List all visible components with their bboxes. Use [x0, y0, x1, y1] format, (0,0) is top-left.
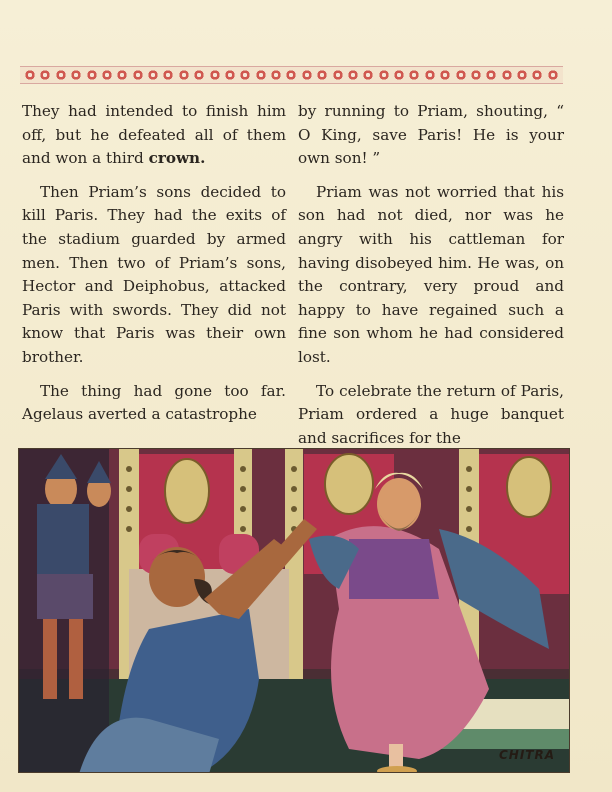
paragraph-1: They had intended to finish him off, but he defeated all of them and won a third crown. — [22, 102, 286, 168]
illustration-scene — [19, 449, 570, 773]
paragraph-5: Priam was not worried that his son had not died, nor was he angry with his cattleman for having disobeyed him. He was, on the contrary, very proud and happy to have regained such a fine son whom he had considered lost. — [298, 182, 564, 366]
artist-signature: CHITRA — [498, 748, 555, 762]
paragraph-3: The thing had gone too far. Agelaus averted a catastrophe — [22, 381, 286, 424]
paragraph-4: by running to Priam, shouting, “ O King, save Paris! He is your own son! ” — [298, 102, 564, 168]
right-text-column — [298, 100, 564, 460]
comic-illustration — [18, 448, 570, 773]
paragraph-6: To celebrate the return of Paris, Priam ordered a huge banquet and sacrifices for the — [298, 381, 564, 447]
left-text-column — [22, 100, 286, 437]
paragraph-2: Then Priam’s sons decided to kill Paris. They had the exits of the stadium guarded by armed men. Then two of Priam’s sons, Hector and Deiphobus, attacked Paris with swords. They did not know that Paris was their own brother. — [22, 182, 286, 366]
decorative-border — [20, 66, 563, 84]
